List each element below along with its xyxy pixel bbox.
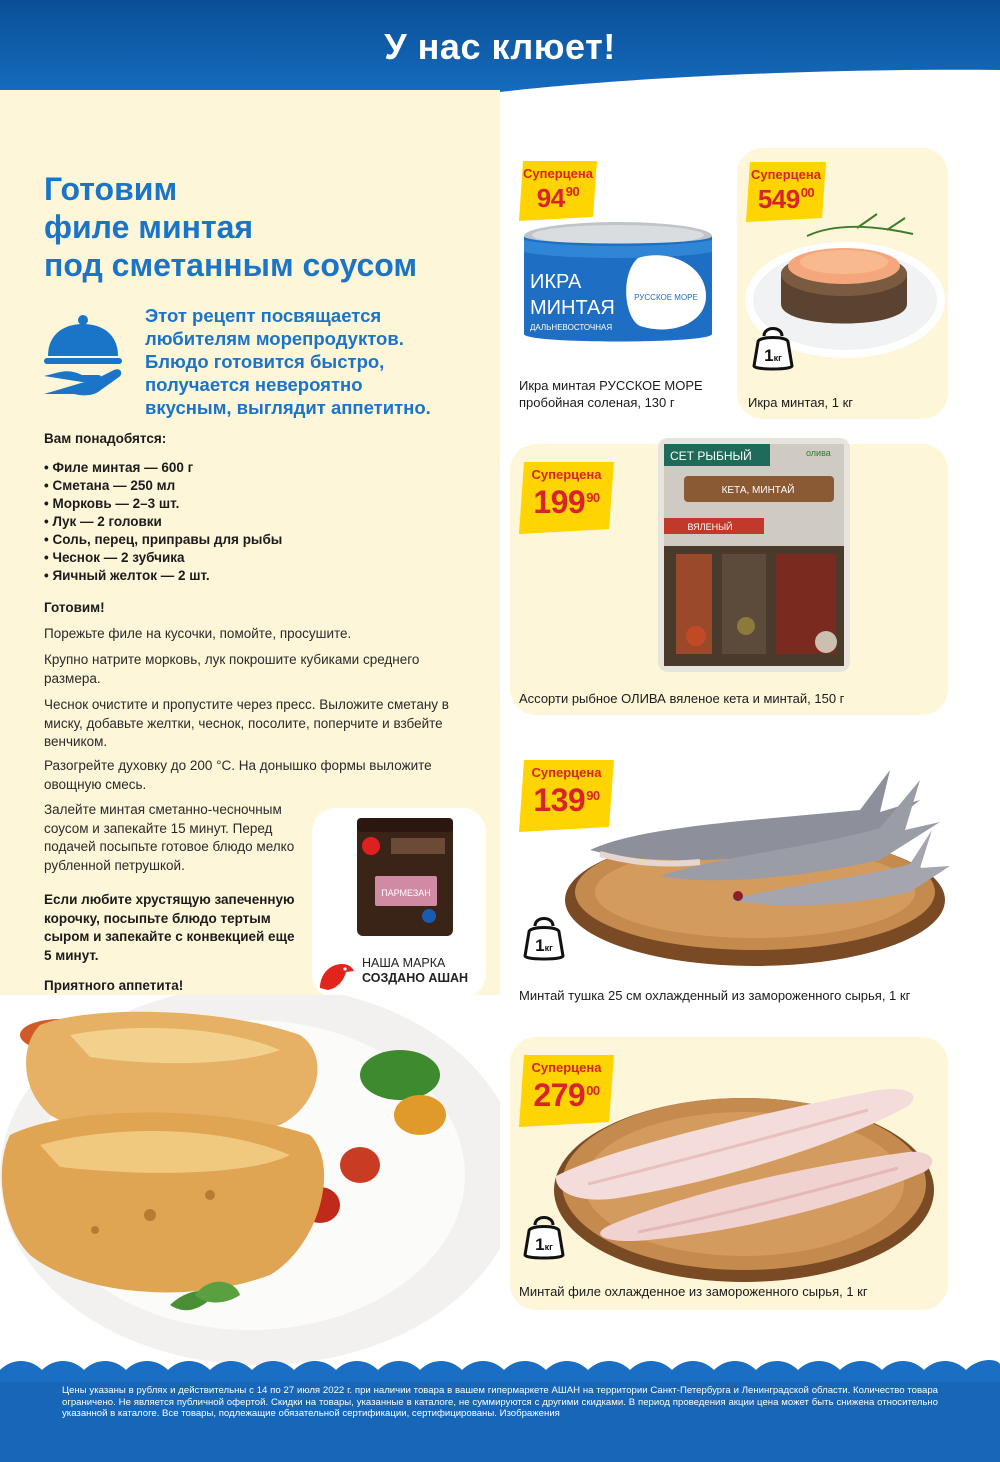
price-kop: 90 <box>565 184 580 199</box>
weight-badge <box>521 912 567 962</box>
weight-unit: кг <box>773 353 782 363</box>
ingredient-item: • Яичный желток — 2 шт. <box>44 568 210 583</box>
price-kop: 90 <box>586 490 600 505</box>
recipe-intro <box>145 304 490 419</box>
price-label: Суперцена <box>751 167 821 182</box>
recipe-title-line: филе минтая <box>44 209 254 245</box>
serving-cloche-icon <box>42 312 124 400</box>
intro-line: любителям морепродуктов. <box>145 328 404 349</box>
can-brand: РУССКОЕ МОРЕ <box>634 293 698 302</box>
recipe-title <box>44 170 494 284</box>
price-kop: 00 <box>586 1083 600 1098</box>
product-name-line: пробойная соленая, 130 г <box>519 395 675 410</box>
pack-subtitle: КЕТА, МИНТАЙ <box>721 485 795 496</box>
pack-brand: олива <box>806 448 831 458</box>
weight-label <box>521 936 567 956</box>
price-rub: 139 <box>533 782 586 818</box>
ingredients-heading: Вам понадобятся: <box>44 431 167 446</box>
weight-badge <box>521 1211 567 1261</box>
can-text: МИНТАЯ <box>530 297 615 319</box>
parmesan-pack-image <box>351 816 459 938</box>
recipe-tip: Если любите хрустящую запеченную корочку, посыпьте блюдо тертым сыром и запекайте с конвекцией еще 5 минут. <box>44 892 295 963</box>
fish-set-pack-image <box>656 436 852 676</box>
recipe-title-line: под сметанным соусом <box>44 247 418 283</box>
legal-disclaimer: Цены указаны в рублях и действительны с 14 по 27 июля 2022 г. при наличии товара в вашем гипермаркете АШАН на территории Санкт-Петербурга и Ленинградской области. Количество товара ограничено. Не является публичной офертой. Скидки на товары, указанные в каталоге, не суммируются с другими скидками. В период проведения акции цена может быть снижена относительно указанной в каталоге. Все товары, подлежащие обязательной сертификации, сертифицированы. Изображения <box>62 1385 938 1420</box>
ingredients-list <box>44 459 282 585</box>
intro-line: вкусным, выглядит аппетитно. <box>145 397 431 418</box>
weight-unit: кг <box>544 943 553 953</box>
product-name: Ассорти рыбное ОЛИВА вяленое кета и минтай, 150 г <box>519 691 845 706</box>
ingredient-item: • Соль, перец, приправы для рыбы <box>44 532 283 547</box>
pollock-carcass-image <box>560 750 950 970</box>
recipe-step: Чеснок очистите и пропустите через пресс. Выложите сметану в миску, добавьте желтки, чеснок, посолите, поперчите и взбейте венчиком. <box>44 697 449 749</box>
recipe-closing: Приятного аппетита! <box>44 978 184 993</box>
intro-line: получается невероятно <box>145 374 363 395</box>
own-brand-label: НАША МАРКА <box>362 956 446 970</box>
can-text: ИКРА <box>530 271 582 293</box>
own-brand-name: СОЗДАНО АШАН <box>362 971 469 985</box>
can-text: ДАЛЬНЕВОСТОЧНАЯ <box>530 323 613 332</box>
weight-value: 1 <box>535 936 545 955</box>
intro-line: Блюдо готовится быстро, <box>145 351 385 372</box>
steps-heading: Готовим! <box>44 600 105 615</box>
product-name: Минтай филе охлажденное из замороженного сырья, 1 кг <box>519 1284 868 1299</box>
weight-label <box>521 1235 567 1255</box>
product-name <box>519 377 734 411</box>
price-rub: 199 <box>533 484 586 520</box>
ingredient-item: • Филе минтая — 600 г <box>44 460 194 475</box>
weight-value: 1 <box>535 1235 545 1254</box>
price-kop: 90 <box>586 788 600 803</box>
pack-tag: ВЯЛЕНЫЙ <box>687 522 733 532</box>
price-badge <box>519 462 614 534</box>
caviar-can-image <box>520 222 716 350</box>
recipe-step: Порежьте филе на кусочки, помойте, просушите. <box>44 626 352 641</box>
price-label: Суперцена <box>523 166 593 181</box>
price-label: Суперцена <box>531 765 602 780</box>
weight-label <box>750 346 796 366</box>
recipe-step: Залейте минтая сметанно-чесночным соусом и запекайте 15 минут. Перед подачей посыпьте готовое блюдо мелко рубленной петрушкой. <box>44 802 295 873</box>
pack-title: СЕТ РЫБНЫЙ <box>670 449 752 463</box>
ingredient-item: • Морковь — 2–3 шт. <box>44 496 180 511</box>
price-label: Суперцена <box>531 1060 602 1075</box>
ingredient-item: • Чеснок — 2 зубчика <box>44 550 185 565</box>
ingredient-item: • Сметана — 250 мл <box>44 478 176 493</box>
weight-unit: кг <box>544 1242 553 1252</box>
recipe-step: Разогрейте духовку до 200 °С. На донышко формы выложите овощную смесь. <box>44 758 432 792</box>
price-kop: 00 <box>800 185 815 200</box>
weight-value: 1 <box>764 346 774 365</box>
price-rub: 549 <box>757 184 800 214</box>
recipe-step: Крупно натрите морковь, лук покрошите кубиками среднего размера. <box>44 652 420 686</box>
price-value <box>519 484 614 521</box>
price-label: Суперцена <box>531 467 602 482</box>
product-name: Икра минтая, 1 кг <box>748 395 854 410</box>
price-rub: 279 <box>533 1077 586 1113</box>
recipe-title-line: Готовим <box>44 171 178 207</box>
pollock-fillet-image <box>548 1080 940 1285</box>
auchan-bird-logo <box>316 958 356 994</box>
price-badge <box>519 161 597 221</box>
intro-line: Этот рецепт посвящается <box>145 305 382 326</box>
product-name-line: Икра минтая РУССКОЕ МОРЕ <box>519 378 703 393</box>
weight-badge <box>750 322 796 372</box>
price-rub: 94 <box>536 183 565 213</box>
pack-label: ПАРМЕЗАН <box>381 888 431 898</box>
price-value <box>519 183 597 214</box>
header-title: У нас клюет! <box>384 26 616 67</box>
product-name: Минтай тушка 25 см охлажденный из замороженного сырья, 1 кг <box>519 988 911 1003</box>
baked-pollock-dish-image <box>0 995 500 1365</box>
ingredient-item: • Лук — 2 головки <box>44 514 162 529</box>
